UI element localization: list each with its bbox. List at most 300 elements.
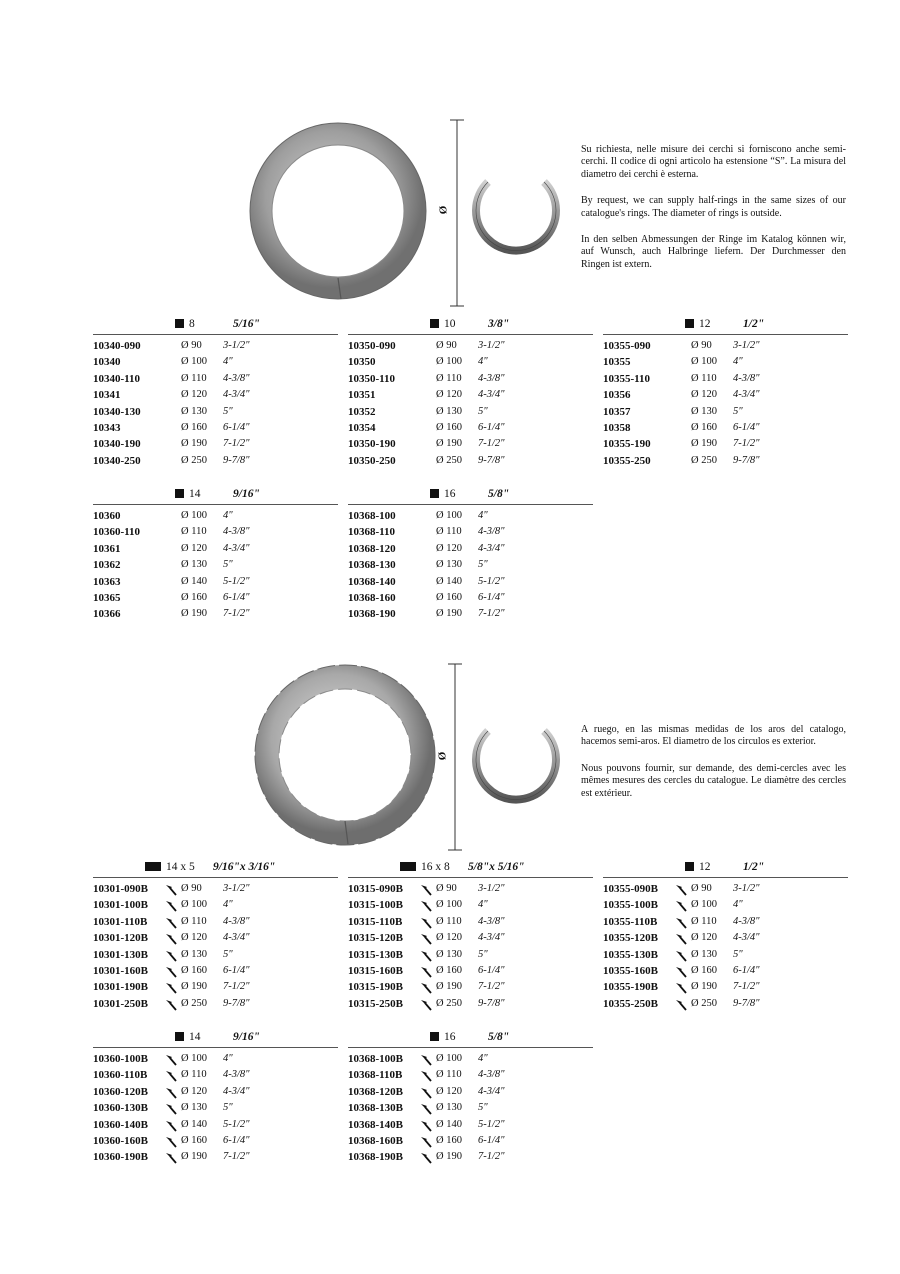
- diameter-inch: 4-3/8": [223, 526, 250, 538]
- diameter-mm: Ø 190: [181, 1151, 207, 1163]
- profile-size-inch: 1/2": [743, 318, 765, 330]
- table-row: [348, 420, 593, 436]
- article-code: 10350-250: [348, 454, 396, 467]
- profile-size: 16: [444, 1031, 456, 1043]
- diameter-mm: Ø 130: [181, 405, 207, 417]
- diameter-inch: 5-1/2": [478, 575, 505, 587]
- diameter-inch: 6-1/4": [478, 421, 505, 433]
- diameter-mm: Ø 160: [436, 1134, 462, 1146]
- diameter-mm: Ø 190: [691, 438, 717, 450]
- diameter-mm: Ø 120: [436, 389, 462, 401]
- diameter-inch: 7-1/2": [223, 1151, 250, 1163]
- diameter-inch: 4-3/8": [733, 372, 760, 384]
- article-code: 10355-110B: [603, 915, 658, 928]
- hammer-icon: [420, 933, 432, 945]
- diameter-mm: Ø 130: [436, 405, 462, 417]
- diameter-mm: Ø 100: [436, 899, 462, 911]
- diameter-mm: Ø 100: [181, 1053, 207, 1064]
- table-row: [93, 590, 338, 606]
- table-row: [93, 453, 338, 469]
- diameter-mm: Ø 100: [436, 1053, 462, 1064]
- hammer-icon: [420, 966, 432, 978]
- hammer-icon: [420, 1070, 432, 1082]
- product-table: [93, 1031, 338, 1166]
- diameter-inch: 4-3/4": [223, 542, 250, 554]
- diameter-inch: 6-1/4": [223, 1134, 250, 1146]
- diameter-inch: 7-1/2": [478, 438, 505, 450]
- hammer-icon: [420, 1152, 432, 1164]
- table-header: [603, 318, 848, 335]
- table-row: [348, 914, 593, 930]
- diameter-mm: Ø 120: [181, 1085, 207, 1097]
- table-header: [93, 488, 338, 505]
- article-code: 10361: [93, 542, 121, 555]
- diameter-inch: 4-3/8": [733, 915, 760, 927]
- hammer-icon: [165, 1070, 177, 1082]
- article-code: 10355: [603, 356, 631, 369]
- article-code: 10368-140: [348, 575, 396, 588]
- article-code: 10368-120: [348, 542, 396, 555]
- article-code: 10360-120B: [93, 1085, 148, 1098]
- diameter-mm: Ø 250: [436, 454, 462, 466]
- table-header: [93, 318, 338, 335]
- diameter-mm: Ø 120: [181, 542, 207, 554]
- diameter-mm: Ø 250: [181, 997, 207, 1009]
- table-row: [93, 1133, 338, 1149]
- diameter-mm: Ø 140: [436, 1118, 462, 1130]
- table-row: [348, 590, 593, 606]
- profile-size: 8: [189, 318, 195, 330]
- diameter-inch: 4-3/4": [478, 1085, 505, 1097]
- table-row: [93, 881, 338, 897]
- description-english: By request, we can supply half-rings in the same sizes of our catalogue's rings. The diameter of rings is outside.: [581, 195, 846, 219]
- article-code: 10315-190B: [348, 981, 403, 994]
- table-row: [93, 404, 338, 420]
- diameter-inch: 5-1/2": [223, 575, 250, 587]
- hammer-icon: [165, 1103, 177, 1115]
- diameter-inch: 6-1/4": [223, 591, 250, 603]
- profile-square-icon: [685, 862, 694, 871]
- hammer-icon: [165, 900, 177, 912]
- hammer-icon: [675, 966, 687, 978]
- article-code: 10355-100B: [603, 899, 658, 912]
- product-table: [348, 1031, 593, 1166]
- diameter-inch: 7-1/2": [223, 608, 250, 620]
- diameter-inch: 4": [478, 1053, 488, 1064]
- diameter-inch: 5": [223, 559, 233, 571]
- diameter-inch: 5": [478, 559, 488, 571]
- diameter-mm: Ø 250: [691, 454, 717, 466]
- article-code: 10340-250: [93, 454, 141, 467]
- diameter-mm: Ø 100: [436, 510, 462, 521]
- article-code: 10355-190: [603, 438, 651, 451]
- diameter-mm: Ø 190: [436, 438, 462, 450]
- diameter-mm: Ø 110: [691, 915, 717, 927]
- diameter-mm: Ø 100: [181, 510, 207, 521]
- hammer-icon: [165, 950, 177, 962]
- diameter-inch: 5": [478, 405, 488, 417]
- table-row: [348, 436, 593, 452]
- diameter-mm: Ø 100: [181, 356, 207, 368]
- article-code: 10315-090B: [348, 883, 403, 895]
- hammer-icon: [165, 884, 177, 896]
- profile-square-icon: [400, 862, 416, 871]
- article-code: 10368-120B: [348, 1085, 403, 1098]
- diameter-mm: Ø 120: [181, 932, 207, 944]
- diameter-inch: 6-1/4": [223, 964, 250, 976]
- hammer-icon: [675, 950, 687, 962]
- diameter-mm: Ø 110: [436, 526, 462, 538]
- diameter-inch: 6-1/4": [223, 421, 250, 433]
- profile-size-inch: 1/2": [743, 861, 765, 873]
- table-row: [93, 574, 338, 590]
- table-row: [348, 963, 593, 979]
- diameter-inch: 4-3/8": [223, 915, 250, 927]
- table-row: [348, 930, 593, 946]
- hammer-icon: [165, 1087, 177, 1099]
- diameter-inch: 5-1/2": [478, 1118, 505, 1130]
- table-header: [93, 861, 338, 878]
- hammer-icon: [420, 999, 432, 1011]
- article-code: 10360-110B: [93, 1069, 148, 1082]
- diameter-mm: Ø 130: [181, 1102, 207, 1114]
- table-row: [603, 338, 848, 354]
- article-code: 10340: [93, 356, 121, 369]
- product-table: [348, 488, 593, 623]
- article-code: 10368-110: [348, 526, 396, 539]
- table-row: [93, 541, 338, 557]
- diameter-mm: Ø 250: [691, 997, 717, 1009]
- hammer-icon: [420, 1136, 432, 1148]
- table-row: [348, 1117, 593, 1133]
- table-row: [93, 557, 338, 573]
- diameter-inch: 3-1/2": [478, 340, 505, 351]
- diameter-mm: Ø 90: [181, 883, 202, 894]
- diameter-inch: 3-1/2": [478, 883, 505, 894]
- diameter-mm: Ø 110: [181, 372, 207, 384]
- diameter-mm: Ø 160: [181, 964, 207, 976]
- article-code: 10368-130: [348, 559, 396, 572]
- article-code: 10355-250B: [603, 997, 658, 1010]
- diameter-mm: Ø 130: [691, 405, 717, 417]
- diameter-mm: Ø 110: [181, 1069, 207, 1081]
- diameter-mm: Ø 160: [691, 964, 717, 976]
- article-code: 10340-090: [93, 340, 141, 352]
- table-row: [603, 947, 848, 963]
- article-code: 10368-110B: [348, 1069, 403, 1082]
- diameter-inch: 6-1/4": [733, 964, 760, 976]
- table-row: [603, 371, 848, 387]
- diameter-inch: 9-7/8": [478, 454, 505, 466]
- table-row: [603, 897, 848, 913]
- article-code: 10360-110: [93, 526, 141, 539]
- diameter-inch: 3-1/2": [223, 340, 250, 351]
- article-code: 10368-190B: [348, 1151, 403, 1164]
- diameter-inch: 5": [478, 948, 488, 960]
- diameter-mm: Ø 120: [436, 932, 462, 944]
- diameter-inch: 4-3/4": [478, 932, 505, 944]
- product-table: [603, 861, 848, 1012]
- table-header: [348, 861, 593, 878]
- diameter-mm: Ø 160: [436, 421, 462, 433]
- table-row: [93, 524, 338, 540]
- diameter-mm: Ø 160: [181, 421, 207, 433]
- diameter-inch: 4": [733, 899, 743, 911]
- article-code: 10301-120B: [93, 932, 148, 945]
- article-code: 10301-110B: [93, 915, 148, 928]
- diameter-mm: Ø 90: [436, 340, 457, 351]
- plain-ring-image: [238, 118, 438, 310]
- article-code: 10368-130B: [348, 1102, 403, 1115]
- table-row: [93, 338, 338, 354]
- table-row: [93, 354, 338, 370]
- table-row: [93, 371, 338, 387]
- hammer-icon: [675, 900, 687, 912]
- profile-size: 14: [189, 488, 201, 500]
- article-code: 10365: [93, 591, 121, 604]
- table-row: [348, 338, 593, 354]
- diameter-mm: Ø 140: [181, 575, 207, 587]
- profile-size-inch: 5/16": [233, 318, 260, 330]
- diameter-inch: 5-1/2": [223, 1118, 250, 1130]
- diameter-inch: 7-1/2": [223, 438, 250, 450]
- hammer-icon: [420, 982, 432, 994]
- diameter-mm: Ø 250: [436, 997, 462, 1009]
- diameter-inch: 9-7/8": [733, 454, 760, 466]
- table-row: [348, 1100, 593, 1116]
- article-code: 10355-110: [603, 372, 651, 385]
- article-code: 10301-130B: [93, 948, 148, 961]
- hammer-icon: [420, 884, 432, 896]
- table-header: [603, 861, 848, 878]
- profile-square-icon: [430, 1032, 439, 1041]
- diameter-mm: Ø 100: [691, 356, 717, 368]
- profile-square-icon: [430, 489, 439, 498]
- profile-size-inch: 5/8": [488, 488, 510, 500]
- table-row: [93, 1100, 338, 1116]
- article-code: 10368-100: [348, 510, 396, 522]
- hammer-icon: [165, 1136, 177, 1148]
- diameter-mm: Ø 160: [181, 591, 207, 603]
- diameter-inch: 4-3/8": [223, 1069, 250, 1081]
- diameter-inch: 9-7/8": [223, 454, 250, 466]
- table-header: [93, 1031, 338, 1048]
- table-row: [603, 404, 848, 420]
- article-code: 10350-110: [348, 372, 396, 385]
- article-code: 10360-100B: [93, 1053, 148, 1065]
- article-code: 10360-160B: [93, 1134, 148, 1147]
- profile-size: 12: [699, 861, 711, 873]
- table-row: [348, 508, 593, 524]
- diameter-inch: 9-7/8": [478, 997, 505, 1009]
- diameter-inch: 5": [733, 948, 743, 960]
- profile-square-icon: [430, 319, 439, 328]
- diameter-inch: 4": [223, 1053, 233, 1064]
- diameter-mm: Ø 160: [436, 964, 462, 976]
- hammer-icon: [675, 884, 687, 896]
- half-ring-image-2: [466, 716, 566, 816]
- diameter-inch: 6-1/4": [733, 421, 760, 433]
- diameter-inch: 4-3/4": [223, 389, 250, 401]
- diameter-inch: 3-1/2": [223, 883, 250, 894]
- table-row: [603, 996, 848, 1012]
- table-row: [93, 897, 338, 913]
- table-row: [93, 387, 338, 403]
- table-row: [93, 963, 338, 979]
- diameter-mm: Ø 190: [691, 981, 717, 993]
- article-code: 10355-190B: [603, 981, 658, 994]
- article-code: 10368-190: [348, 608, 396, 621]
- description-block-1: [581, 144, 846, 285]
- table-row: [348, 387, 593, 403]
- table-header: [348, 1031, 593, 1048]
- article-code: 10351: [348, 389, 376, 402]
- diameter-mm: Ø 90: [691, 883, 712, 894]
- profile-size-inch: 9/16": [233, 1031, 260, 1043]
- hammer-icon: [420, 950, 432, 962]
- article-code: 10366: [93, 608, 121, 621]
- diameter-inch: 3-1/2": [733, 883, 760, 894]
- diameter-mm: Ø 140: [436, 575, 462, 587]
- diameter-inch: 4-3/8": [478, 1069, 505, 1081]
- diameter-inch: 4": [223, 356, 233, 368]
- table-row: [603, 881, 848, 897]
- table-row: [603, 914, 848, 930]
- hammer-icon: [420, 1120, 432, 1132]
- diameter-mm: Ø 190: [181, 981, 207, 993]
- diameter-mm: Ø 190: [181, 608, 207, 620]
- diameter-mm: Ø 110: [691, 372, 717, 384]
- hammer-icon: [675, 982, 687, 994]
- hammer-icon: [420, 917, 432, 929]
- table-row: [93, 606, 338, 622]
- diameter-inch: 7-1/2": [733, 981, 760, 993]
- diameter-mm: Ø 190: [436, 608, 462, 620]
- diameter-mm: Ø 100: [436, 356, 462, 368]
- hammer-icon: [165, 1120, 177, 1132]
- article-code: 10360-190B: [93, 1151, 148, 1164]
- diameter-mm: Ø 120: [181, 389, 207, 401]
- diameter-mm: Ø 120: [436, 542, 462, 554]
- table-row: [603, 354, 848, 370]
- product-table: [93, 861, 338, 1012]
- diameter-mm: Ø 160: [181, 1134, 207, 1146]
- article-code: 10350: [348, 356, 376, 369]
- table-row: [348, 404, 593, 420]
- table-row: [348, 1133, 593, 1149]
- article-code: 10355-130B: [603, 948, 658, 961]
- hammer-icon: [165, 982, 177, 994]
- diameter-inch: 4-3/4": [478, 389, 505, 401]
- table-header: [348, 318, 593, 335]
- article-code: 10360-140B: [93, 1118, 148, 1131]
- table-row: [603, 963, 848, 979]
- diameter-mm: Ø 130: [436, 559, 462, 571]
- diameter-mm: Ø 90: [181, 340, 202, 351]
- article-code: 10357: [603, 405, 631, 418]
- product-table: [93, 318, 338, 469]
- diameter-inch: 7-1/2": [478, 608, 505, 620]
- profile-size-inch: 3/8": [488, 318, 510, 330]
- article-code: 10356: [603, 389, 631, 402]
- description-spanish: A ruego, en las mismas medidas de los aros del catalogo, hacemos semi-aros. El diametro de los circulos es exterior.: [581, 724, 846, 748]
- diameter-inch: 3-1/2": [733, 340, 760, 351]
- diameter-inch: 4-3/8": [478, 915, 505, 927]
- hammer-icon: [675, 999, 687, 1011]
- article-code: 10343: [93, 421, 121, 434]
- profile-size-inch: 5/8"x 5/16": [468, 861, 525, 873]
- article-code: 10360: [93, 510, 121, 522]
- diameter-inch: 4-3/4": [733, 932, 760, 944]
- article-code: 10301-100B: [93, 899, 148, 912]
- article-code: 10355-160B: [603, 964, 658, 977]
- diameter-inch: 6-1/4": [478, 1134, 505, 1146]
- diameter-label-2: Ø: [436, 751, 449, 761]
- diameter-mm: Ø 110: [436, 915, 462, 927]
- table-row: [348, 371, 593, 387]
- diameter-mm: Ø 110: [436, 1069, 462, 1081]
- table-row: [93, 930, 338, 946]
- profile-square-icon: [175, 489, 184, 498]
- article-code: 10368-100B: [348, 1053, 403, 1065]
- table-row: [348, 996, 593, 1012]
- table-row: [93, 436, 338, 452]
- diameter-inch: 4": [733, 356, 743, 368]
- article-code: 10315-250B: [348, 997, 403, 1010]
- table-row: [348, 453, 593, 469]
- article-code: 10315-100B: [348, 899, 403, 912]
- article-code: 10355-250: [603, 454, 651, 467]
- hammered-ring-image: [248, 660, 448, 852]
- article-code: 10301-250B: [93, 997, 148, 1010]
- diameter-mm: Ø 160: [436, 591, 462, 603]
- table-row: [93, 1084, 338, 1100]
- diameter-inch: 9-7/8": [733, 997, 760, 1009]
- hammer-icon: [165, 966, 177, 978]
- table-row: [93, 1051, 338, 1067]
- table-row: [93, 914, 338, 930]
- diameter-inch: 4-3/8": [223, 372, 250, 384]
- diameter-inch: 7-1/2": [478, 1151, 505, 1163]
- article-code: 10301-190B: [93, 981, 148, 994]
- diameter-mm: Ø 110: [436, 372, 462, 384]
- table-row: [93, 979, 338, 995]
- profile-size: 14 x 5: [166, 861, 195, 873]
- diameter-inch: 7-1/2": [733, 438, 760, 450]
- table-row: [603, 436, 848, 452]
- table-row: [348, 1084, 593, 1100]
- diameter-mm: Ø 100: [181, 899, 207, 911]
- description-italian: Su richiesta, nelle misure dei cerchi si forniscono anche semi-cerchi. Il codice di ogni articolo ha estensione “S”. La misura del diametro dei cerchi è esterna.: [581, 144, 846, 180]
- article-code: 10358: [603, 421, 631, 434]
- table-row: [93, 1067, 338, 1083]
- profile-square-icon: [175, 319, 184, 328]
- article-code: 10301-090B: [93, 883, 148, 895]
- profile-size: 14: [189, 1031, 201, 1043]
- hammer-icon: [165, 1152, 177, 1164]
- diameter-mm: Ø 120: [436, 1085, 462, 1097]
- table-row: [348, 897, 593, 913]
- diameter-mm: Ø 160: [691, 421, 717, 433]
- table-row: [348, 524, 593, 540]
- hammer-icon: [165, 917, 177, 929]
- table-row: [93, 508, 338, 524]
- article-code: 10355-090: [603, 340, 651, 352]
- product-table: [348, 318, 593, 469]
- diameter-mm: Ø 110: [181, 526, 207, 538]
- product-table: [603, 318, 848, 469]
- diameter-inch: 6-1/4": [478, 964, 505, 976]
